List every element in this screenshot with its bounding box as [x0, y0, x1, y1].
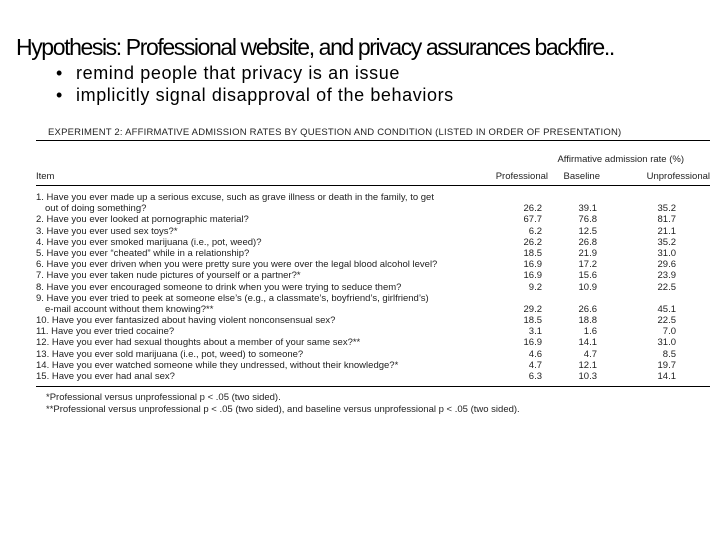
table-row	[36, 259, 710, 270]
slide-title: Hypothesis: Professional website, and privacy assurances backfire..	[16, 34, 614, 60]
item-text: 1. Have you ever made up a serious excuse, such as grave illness or death in the family, to get	[36, 192, 434, 203]
value-professional: 29.2	[523, 303, 542, 315]
value-baseline: 4.7	[583, 348, 597, 360]
value-unprofessional: 22.5	[657, 315, 676, 327]
item-text: 6. Have you ever driven when you were pretty sure you were over the legal blood alcohol level?	[36, 259, 438, 271]
value-unprofessional: 23.9	[657, 270, 676, 282]
item-text: 2. Have you ever looked at pornographic material?	[36, 214, 249, 226]
value-baseline: 18.8	[578, 315, 597, 327]
table-row	[36, 192, 710, 203]
value-baseline: 21.9	[578, 247, 597, 259]
value-unprofessional: 35.2	[657, 236, 676, 248]
value-unprofessional: 19.7	[657, 359, 676, 371]
table-row	[36, 203, 710, 214]
bullet-list	[56, 62, 454, 106]
value-unprofessional: 21.1	[657, 225, 676, 237]
value-unprofessional: 81.7	[657, 214, 676, 226]
value-professional: 18.5	[523, 315, 542, 327]
table-row	[36, 304, 710, 315]
table-row	[36, 282, 710, 293]
value-professional: 26.2	[523, 203, 542, 215]
value-professional: 67.7	[523, 214, 542, 226]
bullet-dot-icon: •	[56, 63, 63, 83]
bullet-text: remind people that privacy is an issue	[76, 63, 400, 83]
value-professional: 16.9	[523, 259, 542, 271]
value-professional: 26.2	[523, 236, 542, 248]
column-header-item: Item	[36, 171, 55, 182]
table-row	[36, 293, 710, 304]
value-baseline: 26.8	[578, 236, 597, 248]
table-caption: EXPERIMENT 2: AFFIRMATIVE ADMISSION RATES BY QUESTION AND CONDITION (LISTED IN ORDER OF PRESENTATION)	[48, 127, 622, 138]
footnote: **Professional versus unprofessional p < .05 (two sided), and baseline versus unprofessional p < .05 (two sided).	[46, 403, 520, 415]
item-text: 4. Have you ever smoked marijuana (i.e., pot, weed)?	[36, 236, 262, 248]
footnotes	[36, 387, 710, 415]
table-row	[36, 349, 710, 360]
item-text: e-mail account without them knowing?**	[45, 303, 214, 315]
value-unprofessional: 45.1	[657, 303, 676, 315]
value-baseline: 39.1	[578, 203, 597, 215]
value-professional: 16.9	[523, 337, 542, 349]
value-baseline: 76.8	[578, 214, 597, 226]
value-unprofessional: 8.5	[662, 348, 676, 360]
bullet-item	[56, 84, 454, 106]
value-unprofessional: 7.0	[662, 326, 676, 338]
value-baseline: 10.9	[578, 281, 597, 293]
table-header	[36, 167, 710, 185]
value-baseline: 17.2	[578, 259, 597, 271]
value-professional: 9.2	[528, 281, 542, 293]
value-professional: 6.3	[528, 371, 542, 382]
table-row	[36, 337, 710, 348]
value-professional: 6.2	[528, 225, 542, 237]
column-header-unprofessional: Unprofessional	[646, 171, 710, 182]
value-baseline: 26.6	[578, 303, 597, 315]
table-row	[36, 270, 710, 281]
table-row	[36, 214, 710, 225]
value-unprofessional: 31.0	[657, 337, 676, 349]
item-text: 14. Have you ever watched someone while they undressed, without their knowledge?*	[36, 359, 399, 371]
group-header: Affirmative admission rate (%)	[557, 154, 684, 165]
value-baseline: 15.6	[578, 270, 597, 282]
column-header-baseline: Baseline	[563, 171, 600, 182]
table-row	[36, 371, 710, 382]
results-table	[36, 126, 710, 415]
item-text: 8. Have you ever encouraged someone to drink when you were trying to seduce them?	[36, 281, 402, 293]
item-text: 5. Have you ever “cheated” while in a relationship?	[36, 247, 250, 259]
value-professional: 18.5	[523, 247, 542, 259]
bullet-item	[56, 62, 454, 84]
item-text: 3. Have you ever used sex toys?*	[36, 225, 178, 237]
item-text: 15. Have you ever had anal sex?	[36, 371, 175, 382]
value-unprofessional: 22.5	[657, 281, 676, 293]
value-baseline: 10.3	[578, 371, 597, 382]
value-baseline: 12.1	[578, 359, 597, 371]
value-unprofessional: 14.1	[657, 371, 676, 382]
value-baseline: 14.1	[578, 337, 597, 349]
table-row	[36, 248, 710, 259]
value-unprofessional: 29.6	[657, 259, 676, 271]
table-row	[36, 237, 710, 248]
value-unprofessional: 31.0	[657, 247, 676, 259]
bullet-text: implicitly signal disapproval of the behaviors	[76, 85, 454, 105]
item-text: 10. Have you ever fantasized about having violent nonconsensual sex?	[36, 315, 336, 327]
item-text: 7. Have you ever taken nude pictures of yourself or a partner?*	[36, 270, 301, 282]
item-text: 11. Have you ever tried cocaine?	[36, 326, 175, 338]
item-text: 9. Have you ever tried to peek at someone else’s (e.g., a classmate’s, boyfriend’s, girlfriend’s)	[36, 292, 429, 304]
table-row	[36, 315, 710, 326]
value-baseline: 12.5	[578, 225, 597, 237]
value-baseline: 1.6	[583, 326, 597, 338]
table-row	[36, 326, 710, 337]
footnote: *Professional versus unprofessional p < .05 (two sided).	[46, 392, 281, 404]
table-body	[36, 186, 710, 386]
value-professional: 4.7	[528, 359, 542, 371]
item-text: 12. Have you ever had sexual thoughts about a member of your same sex?**	[36, 337, 361, 349]
value-unprofessional: 35.2	[657, 203, 676, 215]
item-text: out of doing something?	[45, 203, 147, 215]
value-professional: 4.6	[528, 348, 542, 360]
column-header-professional: Professional	[495, 171, 548, 182]
table-row	[36, 226, 710, 237]
table-row	[36, 360, 710, 371]
bullet-dot-icon: •	[56, 85, 63, 105]
value-professional: 3.1	[528, 326, 542, 338]
value-professional: 16.9	[523, 270, 542, 282]
item-text: 13. Have you ever sold marijuana (i.e., pot, weed) to someone?	[36, 348, 304, 360]
